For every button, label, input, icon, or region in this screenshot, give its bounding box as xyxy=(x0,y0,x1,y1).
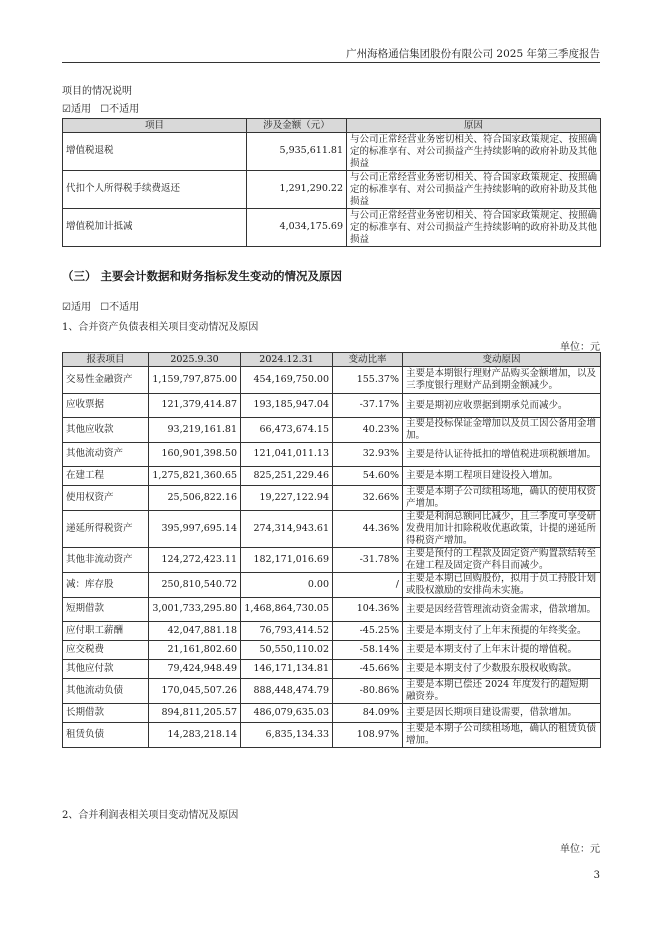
table-row xyxy=(63,367,601,394)
cell-reason: 主要是本期已偿还 2024 年度发行的超短期融资券。 xyxy=(403,679,601,704)
column-header: 2025.9.30 xyxy=(149,353,241,367)
cell-a: 170,045,507.26 xyxy=(149,679,241,704)
table-row xyxy=(63,679,601,704)
cell-ratio: 32.66% xyxy=(333,486,403,511)
cell-a: 160,901,398.50 xyxy=(149,443,241,467)
cell-reason: 与公司正常经营业务密切相关、符合国家政策规定、按照确定的标准享有、对公司损益产生持续影响的政府补助及其他损益 xyxy=(347,133,601,171)
not-applicable-checkbox[interactable]: ☐不适用 xyxy=(100,302,140,313)
table-row xyxy=(63,394,601,418)
cell-reason: 主要是投标保证金增加以及员工因公备用金增加。 xyxy=(403,418,601,443)
page-number: 3 xyxy=(593,870,600,881)
cell-amount: 4,034,175.69 xyxy=(247,209,347,247)
cell-a: 121,379,414.87 xyxy=(149,394,241,418)
table-row xyxy=(63,622,601,641)
subsection-title: 2、合并利润表相关项目变动情况及原因 xyxy=(62,810,239,821)
cell-item: 在建工程 xyxy=(63,467,149,486)
column-header: 2024.12.31 xyxy=(241,353,333,367)
cell-reason: 主要是本期支付了少数股东股权收购款。 xyxy=(403,660,601,679)
table-row xyxy=(63,209,601,247)
cell-ratio: 84.09% xyxy=(333,704,403,723)
cell-a: 21,161,802.60 xyxy=(149,641,241,660)
cell-b: 486,079,635.03 xyxy=(241,704,333,723)
applicable-checkbox[interactable]: ☑适用 xyxy=(62,104,91,115)
cell-ratio: -45.25% xyxy=(333,622,403,641)
cell-b: 66,473,674.15 xyxy=(241,418,333,443)
table-row xyxy=(63,467,601,486)
cell-ratio: -31.78% xyxy=(333,548,403,573)
cell-a: 3,001,733,295.80 xyxy=(149,598,241,622)
table-row xyxy=(63,704,601,723)
cell-reason: 主要是预付的工程款及固定资产购置款结转至在建工程及固定资产科目而减少。 xyxy=(403,548,601,573)
cell-item: 其他非流动资产 xyxy=(63,548,149,573)
cell-item: 增值税加计抵减 xyxy=(63,209,247,247)
cell-item: 其他应付款 xyxy=(63,660,149,679)
cell-item: 代扣个人所得税手续费返还 xyxy=(63,171,247,209)
cell-b: 76,793,414.52 xyxy=(241,622,333,641)
cell-b: 6,835,134.33 xyxy=(241,723,333,748)
cell-reason: 主要是期初应收票据到期承兑而减少。 xyxy=(403,394,601,418)
cell-b: 50,550,110.02 xyxy=(241,641,333,660)
cell-item: 应付职工薪酬 xyxy=(63,622,149,641)
cell-b: 19,227,122.94 xyxy=(241,486,333,511)
cell-b: 1,468,864,730.05 xyxy=(241,598,333,622)
subsection-title: 1、合并资产负债表相关项目变动情况及原因 xyxy=(62,322,259,333)
cell-item: 增值税退税 xyxy=(63,133,247,171)
section-applicable-options xyxy=(62,298,145,313)
cell-a: 1,159,797,875.00 xyxy=(149,367,241,394)
table-row xyxy=(63,598,601,622)
table-row xyxy=(63,548,601,573)
section-title: （三） 主要会计数据和财务指标发生变动的情况及原因 xyxy=(62,269,343,283)
table-header-row xyxy=(63,119,601,133)
cell-reason: 主要是本期支付了上年末预提的年终奖金。 xyxy=(403,622,601,641)
cell-item: 租赁负债 xyxy=(63,723,149,748)
cell-item: 短期借款 xyxy=(63,598,149,622)
cell-ratio: / xyxy=(333,573,403,598)
table-row xyxy=(63,641,601,660)
cell-reason: 主要是本期工程项目建设投入增加。 xyxy=(403,467,601,486)
applicable-options xyxy=(62,100,145,115)
cell-item: 使用权资产 xyxy=(63,486,149,511)
cell-ratio: 44.36% xyxy=(333,511,403,548)
cell-b: 825,251,229.46 xyxy=(241,467,333,486)
cell-ratio: -45.66% xyxy=(333,660,403,679)
cell-b: 888,448,474.79 xyxy=(241,679,333,704)
table-row xyxy=(63,723,601,748)
cell-b: 182,171,016.69 xyxy=(241,548,333,573)
cell-reason: 主要是本期子公司续租场地，确认的使用权资产增加。 xyxy=(403,486,601,511)
cell-ratio: 40.23% xyxy=(333,418,403,443)
unit-label: 单位：元 xyxy=(560,342,600,353)
table-row xyxy=(63,133,601,171)
cell-ratio: -37.17% xyxy=(333,394,403,418)
cell-item: 应交税费 xyxy=(63,641,149,660)
cell-item: 长期借款 xyxy=(63,704,149,723)
cell-a: 124,272,423.11 xyxy=(149,548,241,573)
header-divider xyxy=(62,62,600,63)
cell-a: 79,424,948.49 xyxy=(149,660,241,679)
cell-reason: 与公司正常经营业务密切相关、符合国家政策规定、按照确定的标准享有、对公司损益产生持续影响的政府补助及其他损益 xyxy=(347,171,601,209)
cell-reason: 主要是本期子公司续租场地，确认的租赁负债增加。 xyxy=(403,723,601,748)
cell-b: 274,314,943.61 xyxy=(241,511,333,548)
column-header: 项目 xyxy=(63,119,247,133)
cell-b: 0.00 xyxy=(241,573,333,598)
cell-a: 1,275,821,360.65 xyxy=(149,467,241,486)
cell-a: 250,810,540.72 xyxy=(149,573,241,598)
cell-b: 146,171,134.81 xyxy=(241,660,333,679)
cell-a: 25,506,822.16 xyxy=(149,486,241,511)
column-header: 报表项目 xyxy=(63,353,149,367)
cell-reason: 与公司正常经营业务密切相关、符合国家政策规定、按照确定的标准享有、对公司损益产生持续影响的政府补助及其他损益 xyxy=(347,209,601,247)
cell-item: 其他应收款 xyxy=(63,418,149,443)
table-row xyxy=(63,573,601,598)
cell-amount: 1,291,290.22 xyxy=(247,171,347,209)
cell-reason: 主要是因经营管理流动资金需求，借款增加。 xyxy=(403,598,601,622)
unit-label: 单位：元 xyxy=(560,844,600,855)
cell-ratio: -58.14% xyxy=(333,641,403,660)
cell-reason: 主要是本期已回购股份，拟用于员工持股计划或股权激励的安排尚未实施。 xyxy=(403,573,601,598)
cell-ratio: -80.86% xyxy=(333,679,403,704)
cell-amount: 5,935,611.81 xyxy=(247,133,347,171)
applicable-checkbox[interactable]: ☑适用 xyxy=(62,302,91,313)
cell-b: 454,169,750.00 xyxy=(241,367,333,394)
cell-ratio: 104.36% xyxy=(333,598,403,622)
column-header: 变动原因 xyxy=(403,353,601,367)
balance-sheet-changes-table xyxy=(62,352,601,748)
nonrecurring-items-table xyxy=(62,118,601,247)
table-row xyxy=(63,418,601,443)
cell-reason: 主要是利润总额同比减少，且三季度可享受研发费用加计扣除税收优惠政策，计提的递延所得税资产增加。 xyxy=(403,511,601,548)
cell-ratio: 54.60% xyxy=(333,467,403,486)
cell-ratio: 32.93% xyxy=(333,443,403,467)
cell-ratio: 108.97% xyxy=(333,723,403,748)
cell-reason: 主要是待认证待抵扣的增值税进项税额增加。 xyxy=(403,443,601,467)
table-header-row xyxy=(63,353,601,367)
cell-a: 14,283,218.14 xyxy=(149,723,241,748)
cell-reason: 主要是本期银行理财产品购买金额增加，以及三季度银行理财产品到期金额减少。 xyxy=(403,367,601,394)
column-header: 变动比率 xyxy=(333,353,403,367)
cell-reason: 主要是因长期项目建设需要，借款增加。 xyxy=(403,704,601,723)
table-row xyxy=(63,486,601,511)
column-header: 原因 xyxy=(347,119,601,133)
table-row xyxy=(63,511,601,548)
cell-b: 193,185,947.04 xyxy=(241,394,333,418)
table-row xyxy=(63,443,601,467)
item-description-label: 项目的情况说明 xyxy=(62,86,132,97)
cell-item: 减：库存股 xyxy=(63,573,149,598)
cell-b: 121,041,011.13 xyxy=(241,443,333,467)
cell-a: 42,047,881.18 xyxy=(149,622,241,641)
cell-item: 交易性金融资产 xyxy=(63,367,149,394)
cell-item: 其他流动资产 xyxy=(63,443,149,467)
cell-item: 其他流动负债 xyxy=(63,679,149,704)
cell-a: 395,997,695.14 xyxy=(149,511,241,548)
cell-a: 894,811,205.57 xyxy=(149,704,241,723)
cell-item: 应收票据 xyxy=(63,394,149,418)
cell-item: 递延所得税资产 xyxy=(63,511,149,548)
table-row xyxy=(63,660,601,679)
cell-reason: 主要是本期支付了上年末计提的增值税。 xyxy=(403,641,601,660)
table-row xyxy=(63,171,601,209)
column-header: 涉及金额（元） xyxy=(247,119,347,133)
cell-ratio: 155.37% xyxy=(333,367,403,394)
not-applicable-checkbox[interactable]: ☐不适用 xyxy=(100,104,140,115)
page-header: 广州海格通信集团股份有限公司 2025 年第三季度报告 xyxy=(346,48,600,60)
cell-a: 93,219,161.81 xyxy=(149,418,241,443)
